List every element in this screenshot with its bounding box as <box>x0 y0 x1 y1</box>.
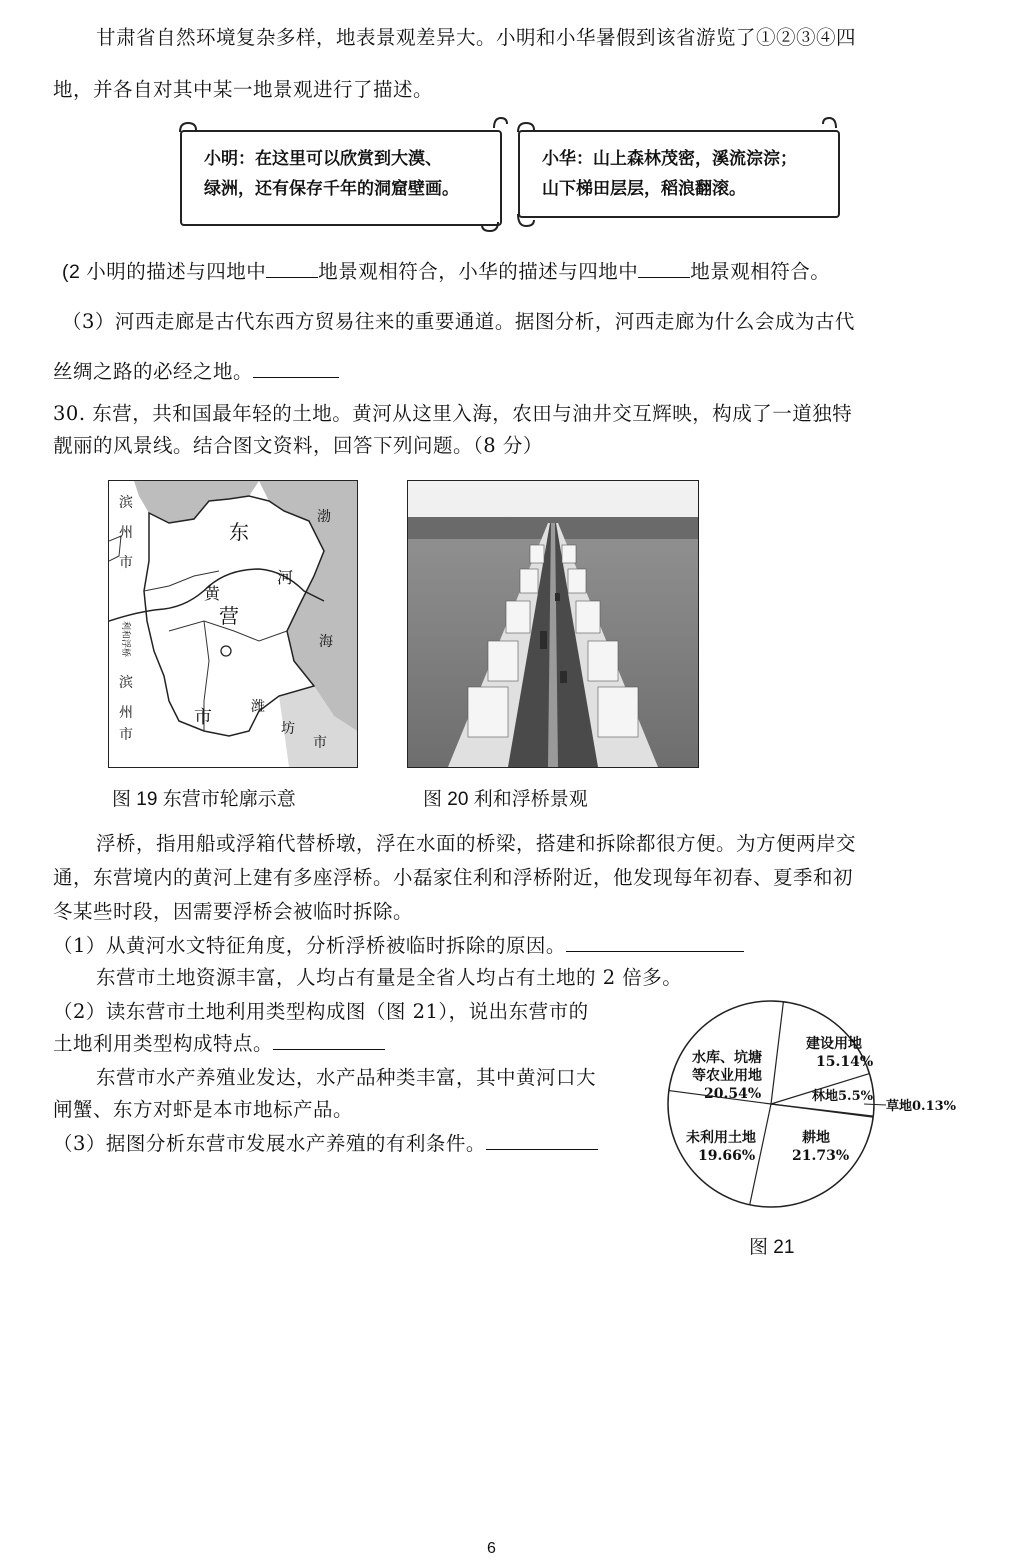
passage-line-3: 冬某些时段，因需要浮桥会被临时拆除。 <box>53 900 414 923</box>
map-label: 坊 <box>281 721 295 737</box>
intro-line-2: 地，并各自对其中某一地景观进行了描述。 <box>53 78 434 101</box>
sub-question-3 <box>53 1128 598 1156</box>
sub-question-2-line-2 <box>53 1028 385 1056</box>
dongying-outline-map <box>108 480 358 768</box>
answer-blank[interactable] <box>486 1131 598 1150</box>
pie-label-unused: 未利用土地 <box>686 1130 756 1146</box>
pie-value-farmland: 21.73% <box>792 1148 850 1164</box>
xiaoming-line-1: 小明：在这里可以欣赏到大漠、 <box>204 149 442 169</box>
map-label: 市 <box>194 707 212 728</box>
map-label: 利和浮桥 <box>120 621 130 658</box>
xiaoming-scroll <box>180 130 502 226</box>
aqua-line-1: 东营市水产养殖业发达，水产品种类丰富，其中黄河口大 <box>96 1066 597 1089</box>
pie-value-reservoir: 20.54% <box>704 1086 762 1102</box>
pontoon-bridge-photo <box>407 480 699 768</box>
map-label: 州 <box>119 525 133 541</box>
answer-blank[interactable] <box>273 1031 385 1050</box>
figure-20-caption: 图 20 利和浮桥景观 <box>423 789 588 810</box>
intro-line-1: 甘肃省自然环境复杂多样，地表景观差异大。小明和小华暑假到该省游览了①②③④四 <box>96 26 857 49</box>
pie-value-construction: 15.14% <box>816 1054 874 1070</box>
xiaohua-scroll <box>518 130 840 218</box>
map-label: 州 <box>119 705 133 721</box>
q30-line-1: 30. 东营，共和国最年轻的土地。黄河从这里入海，农田与油井交互辉映，构成了一道独特 <box>53 402 853 425</box>
map-label: 河 <box>277 568 294 587</box>
answer-blank[interactable] <box>566 933 744 952</box>
sub-question-1-text: （1）从黄河水文特征角度，分析浮桥被临时拆除的原因。 <box>53 934 566 957</box>
q30-line-2: 靓丽的风景线。结合图文资料，回答下列问题。（8 分） <box>53 434 543 457</box>
map-label: 市 <box>119 727 133 743</box>
sub-question-3-text: （3）据图分析东营市发展水产养殖的有利条件。 <box>53 1132 486 1155</box>
question-2-part-3: 地景观相符合。 <box>690 261 831 283</box>
land-intro: 东营市土地资源丰富，人均占有量是全省人均占有土地的 2 倍多。 <box>96 966 683 989</box>
question-3-line-1: （3）河西走廊是古代东西方贸易往来的重要通道。据图分析，河西走廊为什么会成为古代 <box>62 310 855 333</box>
pie-value-unused: 19.66% <box>698 1148 756 1164</box>
map-label: 营 <box>219 604 239 628</box>
xiaohua-line-2: 山下梯田层层，稻浪翻滚。 <box>542 179 746 199</box>
map-label: 潍 <box>251 699 265 715</box>
map-label: 黄 <box>204 584 221 603</box>
question-2-part-1: (2 小明的描述与四地中 <box>62 261 267 283</box>
sub-question-2-line-1: （2）读东营市土地利用类型构成图（图 21），说出东营市的 <box>53 1000 589 1023</box>
passage-line-2: 通，东营境内的黄河上建有多座浮桥。小磊家住利和浮桥附近，他发现每年初春、夏季和初 <box>53 866 854 889</box>
pie-label-forest: 林地5.5% <box>812 1089 873 1104</box>
question-2-part-2: 地景观相符合，小华的描述与四地中 <box>318 261 639 283</box>
page-number: 6 <box>487 1540 496 1557</box>
answer-blank[interactable] <box>638 259 690 278</box>
pie-label-reservoir-1: 水库、坑塘 <box>692 1050 762 1066</box>
map-label: 滨 <box>119 495 133 511</box>
map-label: 渤 <box>317 509 331 525</box>
pie-label-farmland: 耕地 <box>802 1130 830 1146</box>
map-label: 东 <box>229 520 249 544</box>
land-use-pie-chart <box>664 1000 974 1220</box>
pie-label-construction: 建设用地 <box>806 1036 862 1052</box>
xiaoming-line-2: 绿洲，还有保存千年的洞窟壁画。 <box>204 179 459 199</box>
answer-blank[interactable] <box>253 359 339 378</box>
figure-19-caption: 图 19 东营市轮廓示意 <box>112 789 296 810</box>
figure-21-caption: 图 21 <box>749 1237 795 1258</box>
map-label: 市 <box>313 735 327 751</box>
map-label: 滨 <box>119 675 133 691</box>
answer-blank[interactable] <box>266 259 318 278</box>
pie-label-reservoir-2: 等农业用地 <box>692 1068 762 1084</box>
map-label: 市 <box>119 555 133 571</box>
passage-line-1: 浮桥，指用船或浮箱代替桥墩，浮在水面的桥梁，搭建和拆除都很方便。为方便两岸交 <box>96 832 857 855</box>
sub-question-1 <box>53 930 744 958</box>
aqua-line-2: 闸蟹、东方对虾是本市地标产品。 <box>53 1098 354 1121</box>
question-3-line-2 <box>53 356 339 384</box>
question-2 <box>62 256 830 284</box>
city-marker-icon <box>221 646 231 656</box>
pie-label-grass: 草地0.13% <box>886 1099 957 1114</box>
map-label: 海 <box>319 634 333 650</box>
xiaohua-line-1: 小华：山上森林茂密，溪流淙淙； <box>542 149 797 169</box>
sub-question-2-line-2-text: 土地利用类型构成特点。 <box>53 1032 274 1055</box>
question-3-line-2-text: 丝绸之路的必经之地。 <box>53 360 254 383</box>
